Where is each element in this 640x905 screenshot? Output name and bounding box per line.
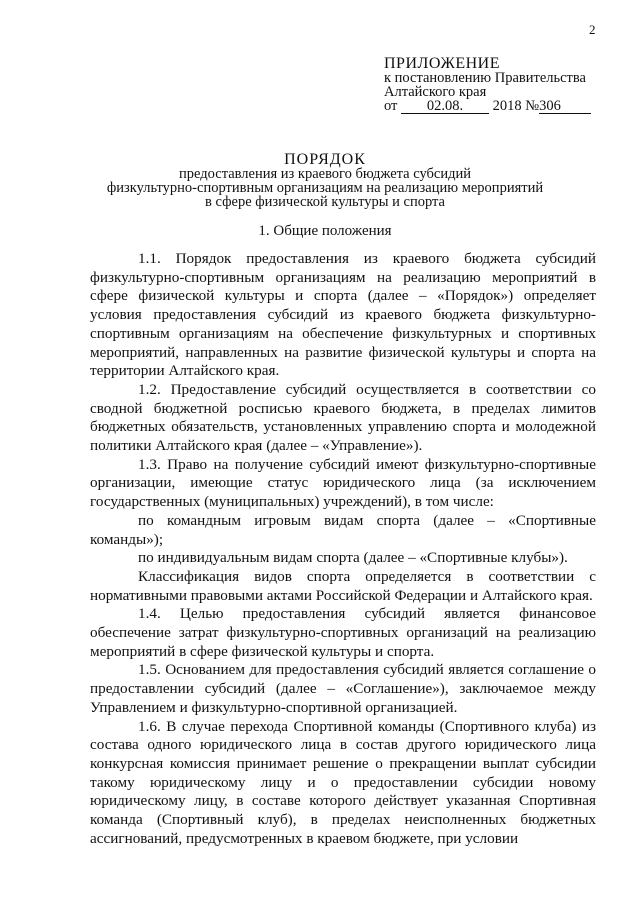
document-subtitle-line-2: физкультурно-спортивным организациям на реализацию мероприятий [106,180,544,196]
paragraph-individual-sports: по индивидуальным видам спорта (далее – «Спортивные клубы»). [138,549,568,567]
paragraph-1-3: 1.3. Право на получение субсидий имеют физкультурно-спортивные организации, имеющие статус юридического лица (за исключением государственных (муниципальных) учреждений), в том числе: [90,455,596,511]
document-subtitle-line-3: в сфере физической культуры и спорта [205,194,445,210]
appendix-line-2: Алтайского края [384,84,487,100]
paragraph-classification: Классификация видов спорта определяется в соответствии с нормативными правовыми актами Российской Федерации и Алтайского края. [90,567,596,604]
paragraph-1-6: 1.6. В случае перехода Спортивной команды (Спортивного клуба) из состава одного юридического лица в состав другого юридического лица конкурсная комиссия принимает решение о прекращении выплат субсидии такому юридическому лицу и о предоставлении субсидии новому юридическому лицу, в составе которого действует указанная Спортивная команда (Спортивный клуб), в пределах неисполненных бюджетных ассигнований, предусмотренных в краевом бюджете, при условии [90,717,596,847]
document-subtitle-line-1: предоставления из краевого бюджета субсидий [179,166,471,182]
appendix-heading: ПРИЛОЖЕНИЕ [384,55,501,72]
year-text: 2018 [492,98,522,114]
date-field: 02.08. [401,100,489,114]
paragraph-1-1: 1.1. Порядок предоставления из краевого бюджета субсидий физкультурно-спортивным организациям на реализацию мероприятий в сфере физической культуры и спорта (далее – «Порядок») определяет условия предоставления субсидий из краевого бюджета физкультурно-спортивным организациям на обеспечение физкультурных и спортивных мероприятий, направленных на развитие физической культуры и спорта на территории Алтайского края. [90,250,596,380]
document-title: ПОРЯДОК [284,151,366,168]
paragraph-1-2: 1.2. Предоставление субсидий осуществляется в соответствии со сводной бюджетной росписью краевого бюджета, в пределах лимитов бюджетных обязательств, установленных управлению спорта и молодежной политики Алтайского края (далее – «Управление»). [90,380,596,455]
paragraph-1-5: 1.5. Основанием для предоставления субсидий является соглашение о предоставлении субсидий (далее – «Соглашение»), заключаемое между Управлением и физкультурно-спортивной организацией. [90,661,596,716]
appendix-line-1: к постановлению Правительства [384,70,586,86]
appendix-date-line [384,99,614,114]
paragraph-team-sports: по командным игровым видам спорта (далее – «Спортивные команды»); [90,511,596,548]
from-label: от [384,98,398,114]
document-title-block [90,153,560,209]
number-field: 306 [539,100,591,114]
document-body [90,250,596,849]
page-number: 2 [589,22,596,37]
appendix-block [384,57,614,114]
paragraph-1-4: 1.4. Целью предоставления субсидий является финансовое обеспечение затрат физкультурно-спортивных организаций на реализацию мероприятий в сфере физической культуры и спорта. [90,605,596,660]
section-heading: 1. Общие положения [258,223,392,239]
number-label: № [525,98,540,114]
